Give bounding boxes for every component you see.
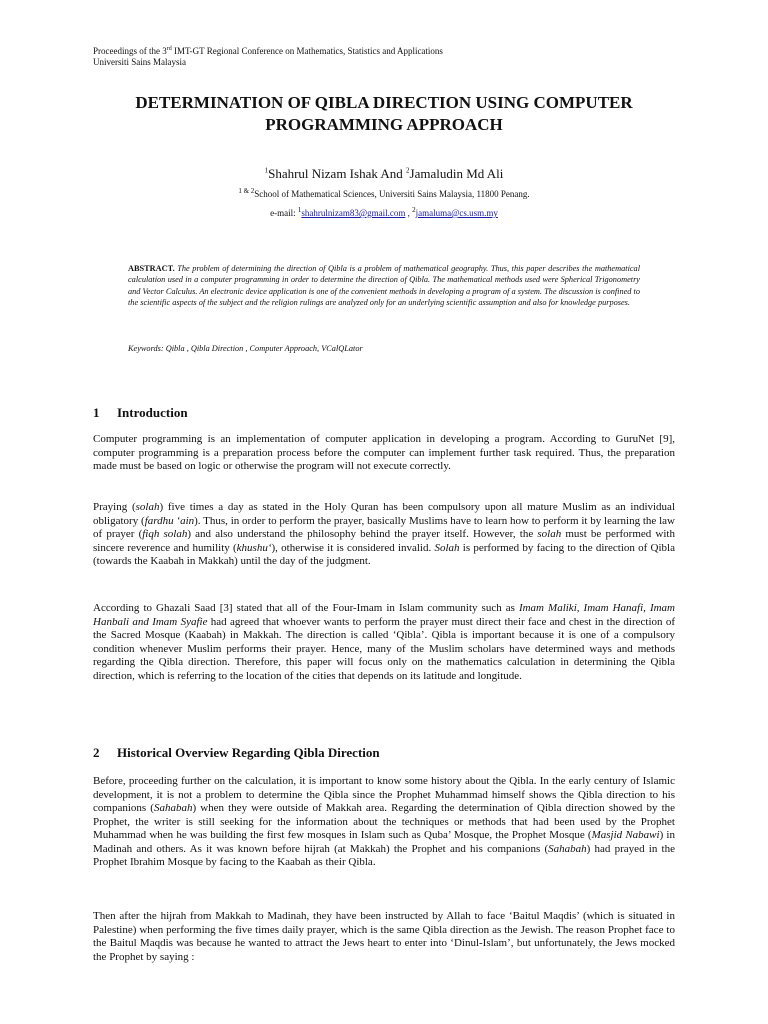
abstract-label: ABSTRACT. (128, 264, 175, 273)
paragraph: Computer programming is an implementation of computer application in developing a program. According to GuruNet [9], computer programming is a preparation process before the computer can implement further task required. Thus, the preparation made must be based on logic or otherwise the program will not execute correctly. (93, 433, 675, 472)
paragraph: Before, proceeding further on the calculation, it is important to know some history about the Qibla. In the early century of Islamic development, it is not a problem to determine the Qibla since the Prophet Muhammad himself shows the Qibla direction to his companions (Sahabah) when they were outside of Makkah area. Regarding the determination of Qibla direction showed by the Prophet, the writer is still seeking for the information about the techniques or methods that had been used by the Prophet Muhammad when he was building the first few mosques in Islam such as Quba’ Mosque, the Prophet Mosque (Masjid Nabawi) in Madinah and others. As it was known before hijrah (at Makkah) the Prophet and his companions (Sahabah) had prayed in the Prophet Ibrahim Mosque by facing to the Kaabah as their Qibla. (93, 775, 676, 868)
abstract (128, 263, 640, 308)
paper-title: DETERMINATION OF QIBLA DIRECTION USING COMPUTER PROGRAMMING APPROACH (135, 93, 633, 134)
paragraph: According to Ghazali Saad [3] stated that all of the Four-Imam in Islam community such as Imam Maliki, Imam Hanafi, Imam Hanbali and Imam Syafie had agreed that whoever wants to perform the prayer must direct their face and chest in the direction of the Sacred Mosque (Kaabah) in Makkah. The direction is called ‘Qibla’. Qibla is important because it is one of a compulsory condition whenever Muslim performs their prayer. Hence, many of the Muslim scholars have determined ways and methods regarding the Qibla direction. Therefore, this paper will focus only on the mathematics calculation in determining the Qibla direction, which is referring to the location of the cities that depends on its latitude and longitude. (93, 602, 676, 682)
section-heading-introduction: 1 Introduction (93, 405, 188, 420)
header-line-2: Universiti Sains Malaysia (93, 57, 186, 67)
proceedings-header (93, 44, 443, 68)
email-link-1[interactable]: shahrulnizam83@gmail.com (301, 208, 406, 218)
abstract-text: The problem of determining the direction of Qibla is a problem of mathematical geography. Thus, this paper describes the mathematical calculation used in a computer programming in order to determine the direction of Qibla. The mathematical methods used were Spherical Trigonometry and Vector Calculus. An electronic device application is one of the convenient methods in developing a program of a system. The discussion is confined to the scientific aspects of the subject and the religion rulings are analyzed only for an underlying scientific assumption and also for knowledge purposes. (128, 264, 641, 307)
keywords: Keywords: Qibla , Qibla Direction , Computer Approach, VCalQLator (128, 344, 363, 353)
section-heading-historical-overview: 2 Historical Overview Regarding Qibla Direction (93, 745, 380, 760)
email-link-2[interactable]: jamaluma@cs.usm.my (415, 208, 498, 218)
header-line-1: Proceedings of the 3rd IMT-GT Regional Conference on Mathematics, Statistics and Applications (93, 46, 443, 56)
author-affiliation: $^{1 \& 2}$School of Mathematical Sciences, Universiti Sains Malaysia, 11800 Penang. (238, 187, 530, 199)
paragraph: Praying (solah) five times a day as stated in the Holy Quran has been compulsory upon all mature Muslim as an individual obligatory (fardhu ‘ain). Thus, in order to perform the prayer, basically Muslims have to learn how to perform it by learning the law of prayer (fiqh solah) and also understand the philosophy behind the prayer itself. However, the solah must be performed with sincere reverence and humility (khushu‘), otherwise it is considered invalid. Solah is performed by facing to the direction of Qibla (towards the Kaabah in Makkah) until the day of the judgment. (93, 501, 676, 567)
paragraph: Then after the hijrah from Makkah to Madinah, they have been instructed by Allah to face ‘Baitul Maqdis’ (which is situated in Palestine) when performing the five times daily prayer, which is the same Qibla direction as the Jewish. The reason Prophet face to the Baitul Maqdis was because he wanted to attract the Jews heart to enter into ‘Dinul-Islam’, but unfortunately, the Jews mocked the Prophet by saying : (93, 910, 675, 963)
author-list: $^1$Shahrul Nizam Ishak And $^2$Jamaludin Md Ali (264, 166, 504, 181)
author-emails: e-mail: $^1$shahrulnizam83@gmail.com , $^2$jamaluma@cs.usm.my (270, 206, 498, 218)
